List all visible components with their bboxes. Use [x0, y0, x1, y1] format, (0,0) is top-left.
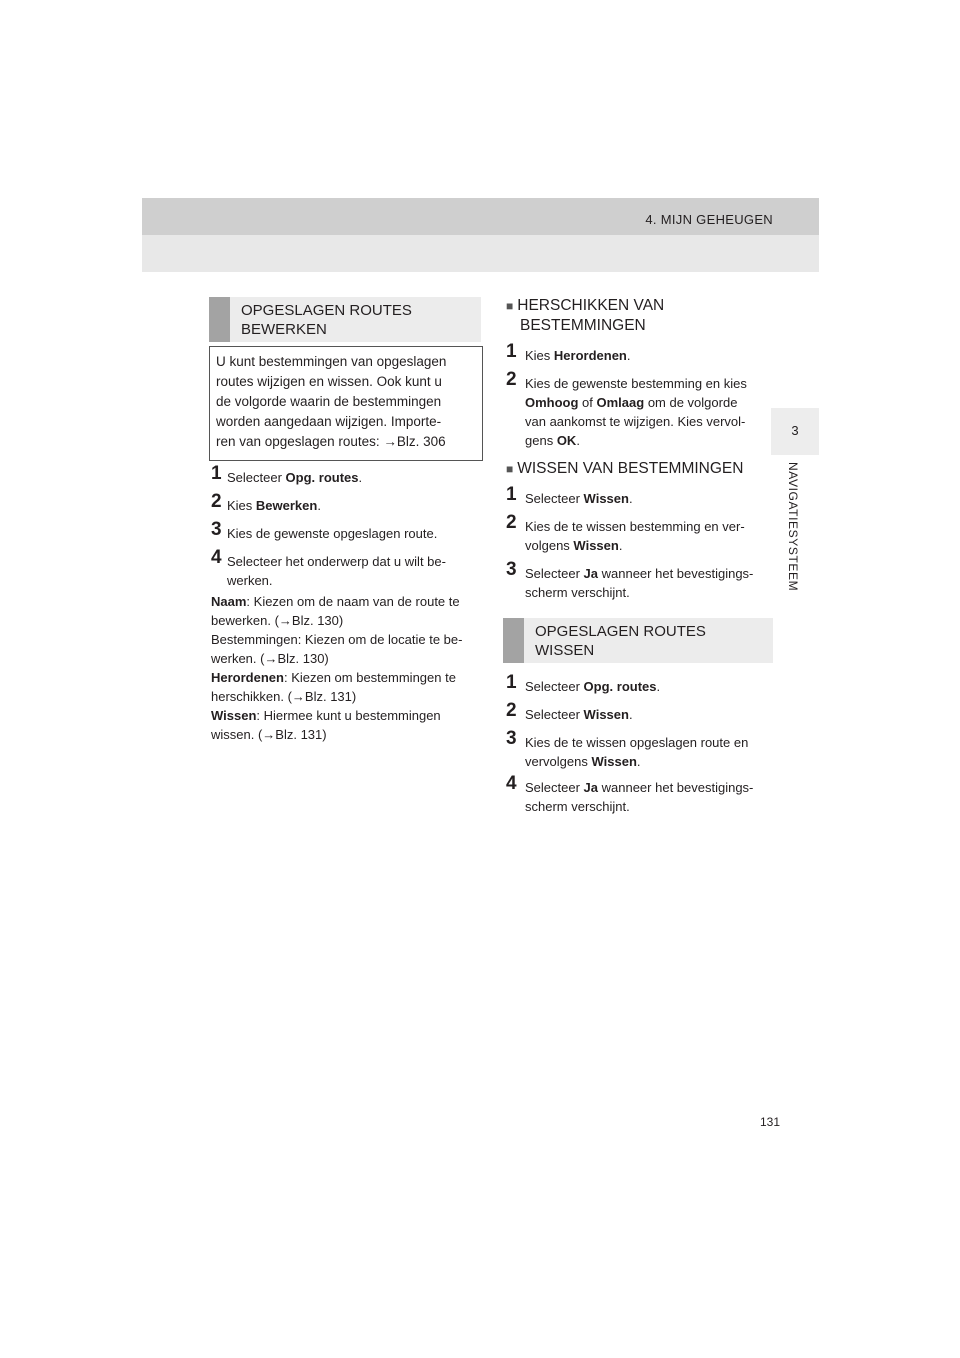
note-box — [209, 346, 483, 461]
step-number: 3 — [211, 519, 222, 540]
heading-line: OPGESLAGEN ROUTES — [241, 302, 412, 319]
chapter-label: NAVIGATIESYSTEEM — [786, 462, 800, 592]
step-number: 4 — [506, 773, 517, 794]
text: . — [628, 707, 633, 722]
ui-label: Naam — [211, 594, 247, 609]
step-number: 1 — [506, 341, 517, 362]
text: Kies de te wissen opgeslagen route en — [525, 735, 749, 750]
text: HERSCHIKKEN VAN — [517, 297, 665, 314]
text: . — [618, 538, 623, 553]
text: : Hiermee kunt u bestemmingen — [256, 708, 441, 723]
step-text — [525, 564, 775, 602]
note-line: de volgorde waarin de bestemmingen — [216, 394, 442, 409]
step-text — [525, 677, 765, 696]
text: wanneer het bevestigings- — [598, 566, 754, 581]
note-line: worden aangedaan wijzigen. Importe- — [216, 414, 442, 429]
square-bullet-icon: ■ — [506, 299, 514, 313]
ui-label: Wissen — [583, 491, 629, 506]
ui-label: Herordenen — [553, 348, 627, 363]
step-text — [525, 374, 775, 450]
heading-edit-routes — [209, 297, 481, 342]
text: volgens — [525, 538, 574, 553]
ui-label: Herordenen — [211, 670, 284, 685]
text: . — [636, 754, 641, 769]
text: scherm verschijnt. — [525, 585, 630, 600]
step-number: 4 — [211, 547, 222, 568]
step-number: 3 — [506, 728, 517, 749]
text: Selecteer — [525, 566, 584, 581]
text: bewerken. (→Blz. 130) — [211, 613, 344, 628]
text: : Kiezen om de naam van de route te — [246, 594, 460, 609]
text: Kies — [525, 348, 554, 363]
step-text — [227, 552, 489, 590]
ui-label: Omhoog — [525, 395, 579, 410]
ui-label: Wissen — [591, 754, 637, 769]
step-number: 2 — [506, 512, 517, 533]
step-number: 2 — [506, 369, 517, 390]
step-text — [525, 778, 775, 816]
step-text — [227, 468, 467, 487]
step-text — [525, 489, 765, 508]
heading-line: BEWERKEN — [241, 321, 327, 338]
text: Bestemmingen: Kiezen om de locatie te be- — [211, 632, 463, 647]
subheading-reorder — [506, 296, 664, 336]
text: vervolgens — [525, 754, 592, 769]
heading-bar — [503, 618, 524, 663]
step-number: 1 — [506, 484, 517, 505]
step-number: 1 — [211, 463, 222, 484]
text: . — [628, 491, 633, 506]
page-number: 131 — [760, 1115, 781, 1129]
step-text — [525, 705, 765, 724]
step-number: 2 — [506, 700, 517, 721]
text: . — [576, 433, 580, 448]
section-title: 4. MIJN GEHEUGEN — [645, 212, 773, 227]
heading-bar — [209, 297, 230, 342]
text: werken. — [227, 573, 273, 588]
step-number: 2 — [211, 491, 222, 512]
step-text: Kies de gewenste opgeslagen route. — [227, 526, 438, 541]
text: Kies — [227, 498, 256, 513]
heading-text — [241, 301, 412, 339]
text: om de volgorde — [644, 395, 738, 410]
step-text — [525, 517, 775, 555]
text: . — [317, 498, 321, 513]
text: wissen. (→Blz. 131) — [211, 727, 327, 742]
text: wanneer het bevestigings- — [598, 780, 754, 795]
step-text — [525, 346, 765, 365]
text: scherm verschijnt. — [525, 799, 630, 814]
text: . — [358, 470, 363, 485]
text: Selecteer het onderwerp dat u wilt be- — [227, 554, 446, 569]
text: Kies de gewenste bestemming en kies — [525, 376, 747, 391]
note-line: ren van opgeslagen routes: →Blz. 306 — [216, 434, 446, 449]
text: . — [656, 679, 661, 694]
text: BESTEMMINGEN — [520, 317, 646, 334]
text: Selecteer — [227, 470, 286, 485]
note-line: U kunt bestemmingen van opgeslagen — [216, 354, 447, 369]
text: Selecteer — [525, 491, 584, 506]
ui-label: Wissen — [573, 538, 619, 553]
step-text — [227, 496, 467, 515]
text: Selecteer — [525, 707, 584, 722]
ui-label: Opg. routes — [285, 470, 359, 485]
step-number: 3 — [506, 559, 517, 580]
text: : Kiezen om bestemmingen te — [283, 670, 456, 685]
text: werken. (→Blz. 130) — [211, 651, 329, 666]
option-description — [211, 668, 483, 706]
square-bullet-icon: ■ — [506, 462, 514, 476]
chapter-tab — [771, 408, 819, 455]
text: Selecteer — [525, 780, 584, 795]
step-text — [525, 733, 775, 771]
ui-label: Bewerken — [255, 498, 318, 513]
heading-text — [535, 622, 706, 660]
ui-label: Opg. routes — [583, 679, 657, 694]
page-header-top — [142, 198, 819, 235]
text: Kies de te wissen bestemming en ver- — [525, 519, 745, 534]
ui-label: Omlaag — [596, 395, 645, 410]
ui-label: Wissen — [583, 707, 629, 722]
note-line: routes wijzigen en wissen. Ook kunt u — [216, 374, 442, 389]
chapter-number: 3 — [791, 423, 799, 438]
text: van aankomst te wijzigen. Kies vervol- — [525, 414, 746, 429]
ui-label: Ja — [583, 780, 599, 795]
heading-line: WISSEN — [535, 642, 595, 659]
page-header — [142, 198, 819, 272]
text: WISSEN VAN BESTEMMINGEN — [517, 460, 744, 477]
text: herschikken. (→Blz. 131) — [211, 689, 357, 704]
text: . — [626, 348, 631, 363]
text: of — [578, 395, 597, 410]
heading-line: OPGESLAGEN ROUTES — [535, 623, 706, 640]
option-description — [211, 706, 483, 744]
subheading-delete-destinations — [506, 459, 743, 479]
text: gens — [525, 433, 557, 448]
heading-delete-routes — [503, 618, 773, 663]
option-description — [211, 630, 483, 668]
text: Selecteer — [525, 679, 584, 694]
option-description — [211, 592, 483, 630]
ui-label: Wissen — [211, 708, 257, 723]
ui-label: OK — [556, 433, 577, 448]
ui-label: Ja — [583, 566, 599, 581]
step-number: 1 — [506, 672, 517, 693]
